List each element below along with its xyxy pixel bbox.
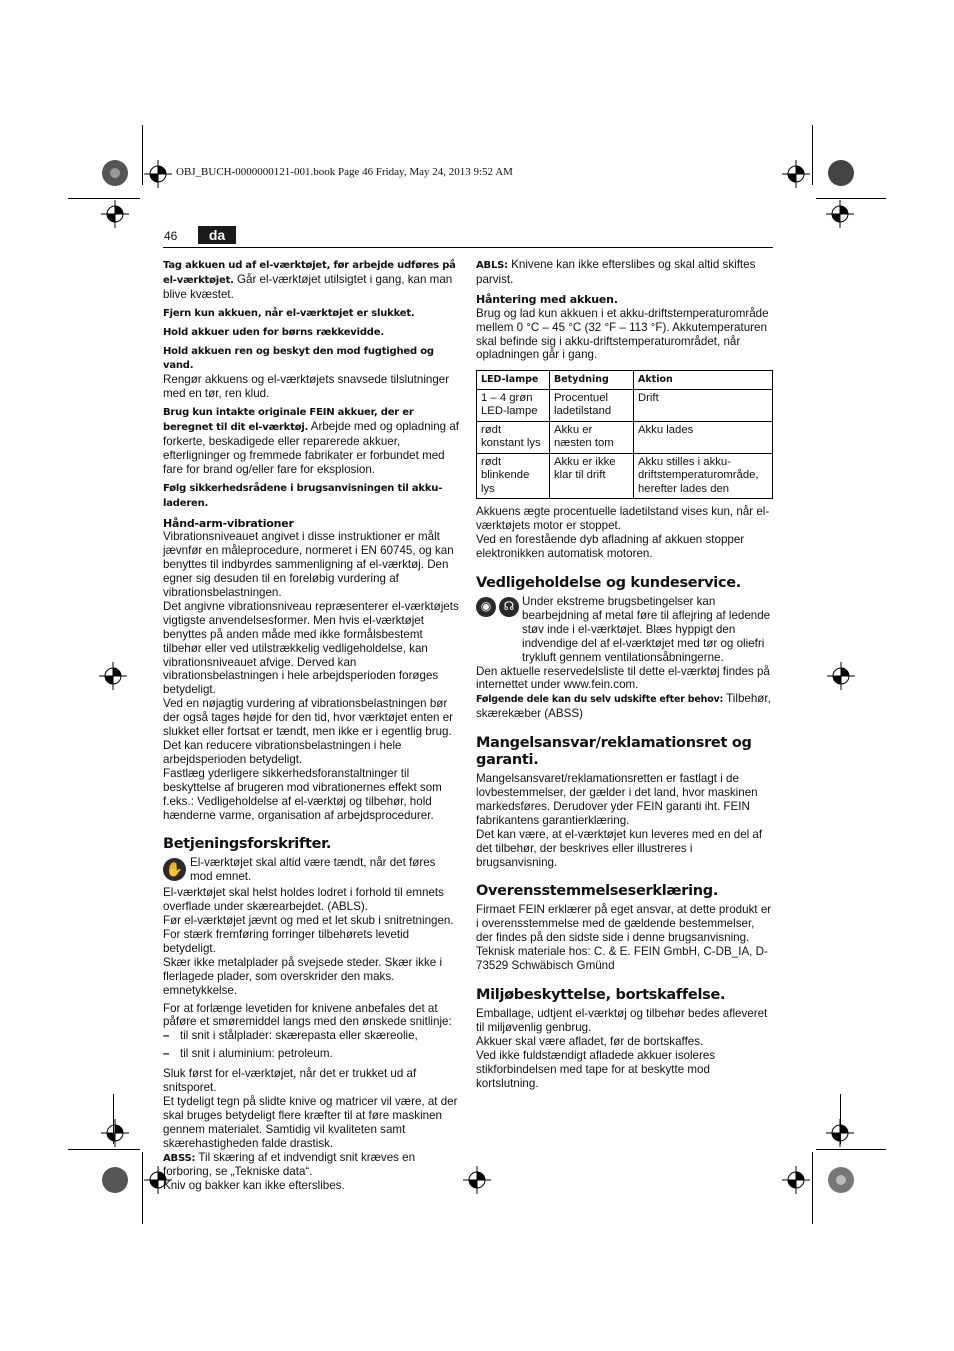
icon-note [163, 856, 459, 884]
paragraph: Brug kun intakte originale FEIN akkuer, der er beregnet til dit el-værktøj. Arbejde med og opladning af forkerte, beskadigede eller reparerede akkuer, efterligninger og fremmede fabrikater er forbundet med fare for brand og/eller fare for eksplosion. [163, 407, 460, 476]
list-item: – til snit i stålplader: skærepasta eller skæreolie, [163, 1029, 459, 1043]
section-heading-conformity: Overensstemmelseserklæring. [476, 883, 719, 900]
crop-mark [142, 125, 143, 185]
crosshair-icon [99, 662, 127, 690]
paragraph: Firmaet FEIN erklærer på eget ansvar, at dette produkt er i overensstemmelse med de gældende bestemmelser, der findes på den sidste side i denne brugsanvisning. [476, 903, 772, 945]
header-rule [163, 247, 773, 248]
paragraph: Kniv og bakker kan ikke efterslibes. [163, 1179, 345, 1193]
crop-mark [812, 125, 813, 185]
paragraph: Det angivne vibrationsniveau repræsenterer el-værktøjets vigtigste anvendelsesformer. Men hvis el-værktøjet benyttes på anden måde med ikke formålsbestemt tilbehør eller ved utilstrækkelig vedligeholdelse, kan vibrationsniveauet afvige. Derved kan vibrationsbelastningen i hele arbejdsperioden forøges betydeligt. [163, 599, 459, 697]
registration-mark-icon [826, 158, 856, 188]
paragraph: Mangelsansvaret/reklamationsretten er fastlagt i de lovbestemmelser, der gælder i det land, hvor maskinen markedsføres. Derudover yder FEIN garanti iht. FEIN fabrikantens garantierklæring. [476, 772, 758, 827]
paragraph: Akkuer skal være afladet, før de bortskaffes. [476, 1034, 704, 1048]
crosshair-icon [101, 200, 129, 228]
section-heading-battery: Håntering med akkuen. [476, 292, 618, 306]
paragraph: Under ekstreme brugsbetingelser kan bearbejdning af metal føre til aflejring af ledende støv inde i el-værktøjet. Blæs hyppigt den indvendige del af el-værktøjet med tør og oliefri trykluft gennem ventilationsåbningerne. [522, 594, 771, 664]
crosshair-icon [101, 1119, 129, 1147]
registration-mark-icon [100, 158, 130, 188]
section-heading-environment: Miljøbeskyttelse, bortskaffelse. [476, 987, 726, 1003]
crosshair-icon [463, 1166, 491, 1194]
page-number: 46 [164, 229, 178, 243]
paragraph: Hold akkuen ren og beskyt den mod fugtighed og vand. Rengør akkuens og el-værktøjets snavsede tilslutninger med en tør, ren klud. [163, 345, 450, 401]
paragraph: Sluk først for el-værktøjet, når det er trukket ud af snitsporet. [163, 1067, 417, 1095]
paragraph: Brug og lad kun akkuen i et akku-driftstemperaturområde mellem 0 °C – 45 °C (32 °F – 113 °F). Akkutemperaturen skal befinde sig i akku-driftstemperaturområdet, når opladningen går i gang. [476, 306, 769, 362]
paragraph: Akkuens ægte procentuelle ladetilstand vises kun, når el-værktøjets motor er stoppet. [476, 505, 770, 533]
crop-mark [113, 1094, 114, 1144]
crop-mark [816, 1149, 886, 1150]
paragraph: Ved ikke fuldstændigt afladede akkuer isoleres stikforbindelsen med tape for at beskytte mod kortslutning. [476, 1048, 716, 1090]
registration-mark-icon [100, 1165, 130, 1195]
crop-mark [68, 198, 140, 199]
list-item: – til snit i aluminium: petroleum. [163, 1047, 459, 1061]
hand-tool-icon: ✋ [163, 858, 186, 881]
section-heading-warranty: Mangelsansvar/reklamationsret og garanti. [476, 735, 752, 769]
paragraph: ABSS: Til skæring af et indvendigt snit kræves en forboring, se „Tekniske data“. [163, 1150, 416, 1179]
eye-protection-icon: ◉ [476, 597, 496, 617]
paragraph: El-værktøjet skal altid være tændt, når det føres mod emnet. [190, 856, 436, 884]
crosshair-icon [144, 160, 172, 188]
crosshair-icon [782, 1166, 810, 1194]
paragraph: Det kan være, at el-værktøjet kun leveres med en del af det tilbehør, der beskrives eller illustreres i brugsanvisning. [476, 827, 763, 869]
table-header: Aktion [634, 371, 773, 390]
paragraph: El-værktøjet skal helst holdes lodret i forhold til emnets overflade under skærearbejdet. (ABLS). [163, 886, 444, 914]
icon-note [476, 595, 772, 665]
paragraph: Fjern kun akkuen, når el-værktøjet er slukket. [163, 307, 415, 319]
paragraph: Den aktuelle reservedelsliste til dette el-værktøj findes på internettet under www.fein.com. [476, 664, 770, 692]
paragraph: Teknisk materiale hos: C. & E. FEIN GmbH, C-DB_IA, D-73529 Schwäbisch Gmünd [476, 945, 768, 973]
paragraph: Emballage, udtjent el-værktøj og tilbehør bedes afleveret til miljøvenlig genbrug. [476, 1007, 768, 1034]
paragraph: ABLS: Knivene kan ikke efterslibes og skal altid skiftes parvist. [476, 258, 756, 286]
paragraph: Fastlæg yderligere sikkerhedsforanstaltninger til beskyttelse af brugeren mod vibrationernes effekt som f.eks.: Vedligeholdelse af el-værktøj og tilbehør, hold hænderne varme, organisation af arbejdsprocedurer. [163, 766, 442, 822]
crosshair-icon [782, 160, 810, 188]
section-heading-service: Vedligeholdelse og kundeservice. [476, 574, 742, 591]
table-header: LED-lampe [477, 371, 550, 390]
paragraph: Ved en nøjagtig vurdering af vibrationsbelastningen bør der også tages højde for den tid, hvor værktøjet enten er slukket eller fortsat er tændt, men ikke er i egentlig brug. Det kan reducere vibrationsbelastningen i hele arbejdsperioden betydeligt. [163, 697, 453, 766]
registration-mark-icon [826, 1165, 856, 1195]
book-slug: OBJ_BUCH-0000000121-001.book Page 46 Friday, May 24, 2013 9:52 AM [176, 166, 513, 178]
table-header: Betydning [550, 371, 634, 390]
crosshair-icon [827, 662, 855, 690]
table-row: rødt blinkende lys Akku er ikke klar til drift Akku stilles i akku-driftstemperaturområde, herefter lades den [477, 453, 773, 499]
paragraph: Hold akkuer uden for børns rækkevidde. [163, 326, 384, 338]
led-status-table [476, 370, 773, 499]
paragraph: Skær ikke metalplader på svejsede steder. Skær ikke i flerlagede plader, som overskrider den maks. emnetykkelse. [163, 955, 443, 997]
left-column [163, 258, 459, 1193]
paragraph: Vibrationsniveauet angivet i disse instruktioner er målt jævnfør en måleprocedure, normeret i EN 60745, og kan benyttes til indbyrdes sammenligning af el-værktøj. Den egner sig desuden til en foreløbig vurdering af vibrationsbelastningen. [163, 530, 454, 600]
crop-mark [816, 198, 886, 199]
paragraph: Et tydeligt tegn på slidte knive og matricer vil være, at der skal bruges betydeligt flere kræfter til at føre maskinen gennem materialet. Samtidig vil kvaliteten samt skærehastigheden falde drastisk. [163, 1094, 458, 1150]
paragraph: Ved en forestående dyb afladning af akkuen stopper elektronikken automatisk motoren. [476, 533, 745, 561]
crop-mark [68, 1149, 140, 1150]
paragraph: Følgende dele kan du selv udskifte efter behov: Tilbehør, skærekæber (ABSS) [476, 692, 771, 721]
crop-mark [812, 1152, 813, 1224]
mask-icon: ☊ [499, 597, 519, 617]
right-column [476, 258, 772, 1090]
paragraph: Følg sikkerhedsrådene i brugsanvisningen til akku-laderen. [163, 482, 443, 509]
crop-mark [840, 1094, 841, 1144]
paragraph: Før el-værktøjet jævnt og med et let skub i snitretningen. For stærk fremføring forringer tilbehørets levetid betydeligt. [163, 914, 454, 955]
crosshair-icon [826, 200, 854, 228]
table-row: rødt konstant lys Akku er næsten tom Akku lades [477, 421, 773, 453]
section-heading-operation: Betjeningsforskrifter. [163, 836, 332, 853]
paragraph: For at forlænge levetiden for knivene anbefales det at påføre et smøremiddel langs med den ønskede snitlinje: [163, 1001, 452, 1029]
crop-mark [142, 1152, 143, 1224]
table-row: 1 – 4 grøn LED-lampe Procentuel ladetilstand Drift [477, 389, 773, 421]
language-tab: da [198, 226, 236, 244]
section-heading-vibration: Hånd-arm-vibrationer [163, 516, 294, 530]
paragraph: Tag akkuen ud af el-værktøjet, før arbejde udføres på el-værktøjet. Går el-værktøjet utilsigtet i gang, kan man blive kvæstet. [163, 260, 456, 301]
